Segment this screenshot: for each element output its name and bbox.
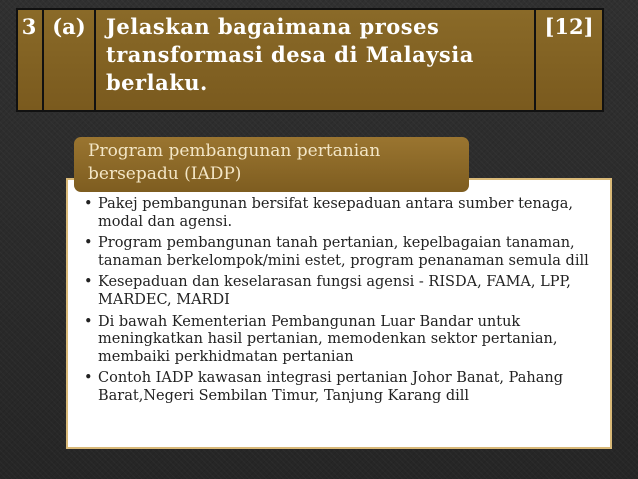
list-item-text: Contoh IADP kawasan integrasi pertanian Johor Banat, Pahang Barat,Negeri Sembilan Timur, Tanjung Karang dill — [98, 370, 563, 404]
question-marks: [12] — [544, 14, 594, 39]
bullet-list — [84, 196, 604, 410]
question-part: (a) — [44, 10, 96, 110]
list-item-text: Pakej pembangunan bersifat kesepaduan antara sumber tenaga, modal dan agensi. — [98, 196, 574, 230]
question-text: Jelaskan bagaimana proses transformasi desa di Malaysia berlaku. — [96, 10, 536, 110]
question-number: 3 — [18, 10, 44, 110]
section-header: Program pembangunan pertanian bersepadu (IADP) — [74, 137, 469, 192]
list-item — [84, 235, 604, 270]
list-item — [84, 370, 604, 405]
list-item — [84, 274, 604, 309]
question-table — [16, 8, 604, 112]
list-item — [84, 196, 604, 231]
bullet-icon: • — [84, 370, 93, 387]
list-item-text: Di bawah Kementerian Pembangunan Luar Bandar untuk meningkatkan hasil pertanian, memodenkan sektor pertanian, membaiki perkhidmatan pertanian — [98, 313, 558, 365]
bullet-icon: • — [84, 313, 93, 330]
bullet-icon: • — [84, 274, 93, 291]
list-item-text: Kesepaduan dan keselarasan fungsi agensi - RISDA, FAMA, LPP, MARDEC, MARDI — [98, 274, 571, 308]
list-item-text: Program pembangunan tanah pertanian, kepelbagaian tanaman, tanaman berkelompok/mini estet, program penanaman semula dill — [98, 235, 589, 269]
list-item — [84, 314, 604, 367]
bullet-icon: • — [84, 235, 93, 252]
bullet-icon: • — [84, 196, 93, 212]
